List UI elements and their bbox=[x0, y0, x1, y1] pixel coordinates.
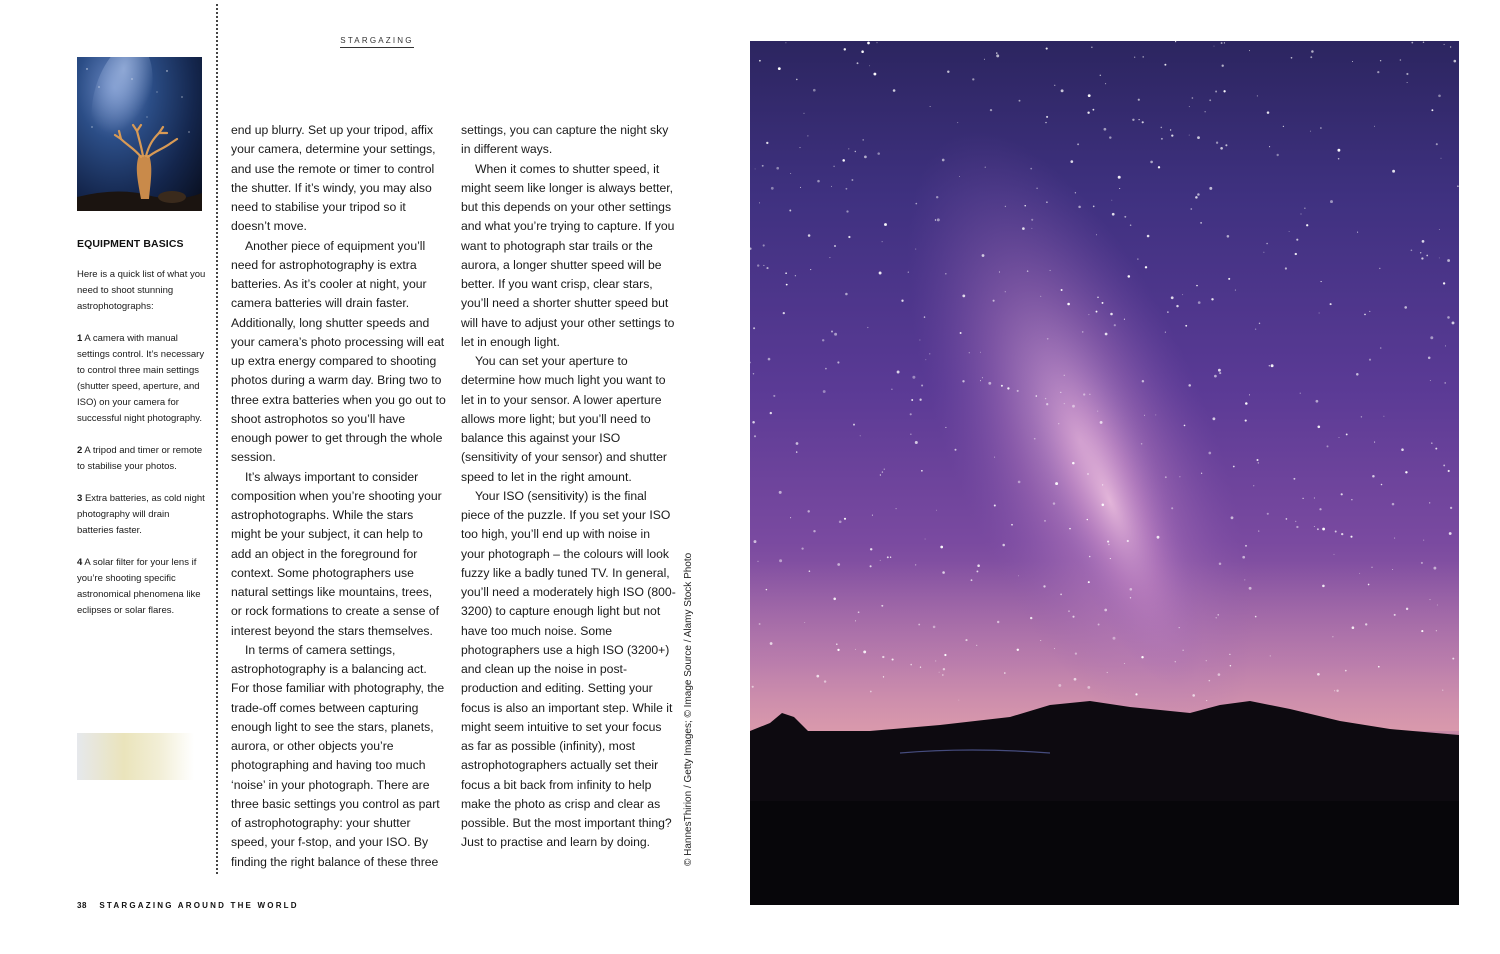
sidebar-intro: Here is a quick list of what you need to shoot stunning astrophotographs: bbox=[77, 269, 206, 312]
body-paragraph: end up blurry. Set up your tripod, affix your camera, determine your settings, and use the remote or timer to control the shutter. If it’s windy, you may also need to stabilise your tripod so it doesn’t move. bbox=[231, 123, 436, 234]
body-paragraph: Another piece of equipment you’ll need for astrophotography is extra batteries. As it’s cooler at night, your camera batteries will drain faster. Additionally, long shutter speeds and your camera’s photo processing will eat up extra energy compared to shooting photos during a warm day. Bring two to three extra batteries when you go out to shoot astrophotos so you’ll have enough power to get through the whole session. bbox=[231, 238, 446, 465]
item-number: 2 bbox=[77, 445, 83, 456]
photo-credit: © HannesThirion / Getty Images; © Image Source / Alamy Stock Photo bbox=[683, 552, 694, 866]
sidebar-item bbox=[77, 555, 207, 619]
item-number: 1 bbox=[77, 333, 83, 344]
body-paragraph: When it comes to shutter speed, it might seem like longer is always better, but this depends on your other settings and what you’re trying to capture. If you want to photograph star trails or the aurora, a longer shutter speed will be better. If you want crisp, clear stars, you’ll need a shorter shutter speed but will have to adjust your other settings to let in enough light. bbox=[461, 161, 675, 349]
dotted-divider bbox=[216, 4, 218, 874]
body-paragraph: settings, you can capture the night sky in different ways. bbox=[461, 123, 669, 157]
sidebar-item bbox=[77, 491, 207, 539]
equipment-basics-sidebar bbox=[77, 238, 207, 635]
sidebar-item bbox=[77, 443, 207, 475]
sidebar-item bbox=[77, 331, 207, 427]
page-number: 38 bbox=[77, 901, 87, 910]
body-paragraph: It’s always important to consider composition when you’re shooting your astrophotographs. While the stars might be your subject, it can help to add an object in the foreground for context. Some photographers use natural settings like mountains, trees, or rock formations to create a sense of interest beyond the stars themselves. bbox=[231, 469, 442, 638]
item-text: A tripod and timer or remote to stabilise your photos. bbox=[77, 445, 203, 472]
item-text: A camera with manual settings control. It’s necessary to control three main settings (shutter speed, aperture, and ISO) on your camera for successful night photography. bbox=[77, 333, 205, 424]
magazine-title: STARGAZING AROUND THE WORLD bbox=[99, 901, 299, 910]
running-header: STARGAZING bbox=[340, 36, 414, 48]
body-paragraph: Your ISO (sensitivity) is the final piece of the puzzle. If you set your ISO too high, you’ll end up with noise in your photograph – the colours will look fuzzy like a badly tuned TV. In general, you’ll need a moderately high ISO (800-3200) to capture enough light but not have too much noise. Some photographers use a high ISO (3200+) and clean up the noise in post-production and editing. Setting your focus is also an important step. While it might seem intuitive to set your focus as far as possible (infinity), most astrophotographers actually set their focus a bit back from infinity to help make the photo as crisp and clear as possible. But the most important thing? Just to practise and learn by doing. bbox=[461, 488, 676, 850]
page-footer bbox=[77, 901, 299, 910]
item-number: 4 bbox=[77, 557, 83, 568]
baobab-thumbnail-image bbox=[77, 57, 202, 211]
body-column-2 bbox=[461, 121, 676, 853]
body-paragraph: In terms of camera settings, astrophotography is a balancing act. For those familiar with photography, the trade-off comes between capturing enough light to see the stars, planets, aurora, or other objects you’re photographing and having too much ‘noise’ in your photograph. There are three basic settings you control as part of astrophotography: your shutter speed, your f-stop, and your ISO. By finding the right balance of these three bbox=[231, 642, 445, 869]
milky-way-photo bbox=[750, 41, 1459, 905]
decorative-color-swatch bbox=[77, 733, 194, 780]
item-text: Extra batteries, as cold night photography will drain batteries faster. bbox=[77, 493, 205, 536]
body-column-1 bbox=[231, 121, 446, 872]
item-number: 3 bbox=[77, 493, 83, 504]
sidebar-title: EQUIPMENT BASICS bbox=[77, 238, 184, 250]
item-text: A solar filter for your lens if you’re shooting specific astronomical phenomena like eclipses or solar flares. bbox=[77, 557, 201, 616]
body-paragraph: You can set your aperture to determine how much light you want to let in to your sensor. A lower aperture allows more light; but you’ll need to balance this against your ISO (sensitivity of your sensor) and shutter speed to let in the right amount. bbox=[461, 354, 667, 484]
